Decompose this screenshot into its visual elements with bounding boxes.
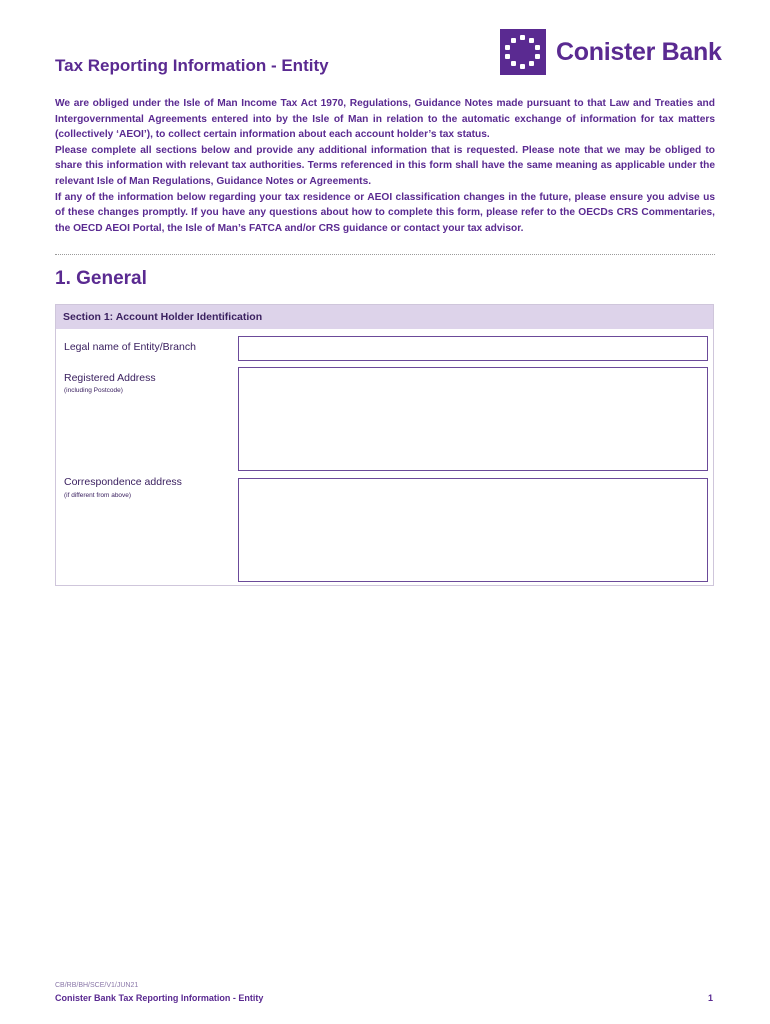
registered-address-label: Registered Address	[64, 372, 156, 384]
brand-name: Conister Bank	[556, 37, 722, 66]
document-title: Tax Reporting Information - Entity	[55, 56, 329, 75]
legal-name-label: Legal name of Entity/Branch	[64, 341, 196, 353]
footer-code: CB/RB/BH/SCE/V1/JUN21	[55, 982, 139, 989]
registered-address-note: (including Postcode)	[64, 387, 123, 394]
section-account-holder	[55, 304, 714, 586]
footer-title: Conister Bank Tax Reporting Information - Entity	[55, 993, 264, 1003]
page-number: 1	[708, 993, 714, 1003]
section-title: Section 1: Account Holder Identification	[56, 305, 713, 329]
brand-logo	[500, 29, 722, 75]
divider	[55, 254, 715, 255]
correspondence-address-note: (if different from above)	[64, 492, 132, 499]
registered-address-field[interactable]	[238, 367, 708, 471]
correspondence-address-label: Correspondence address	[64, 476, 182, 488]
intro-paragraph: If any of the information below regarding your tax residence or AEOI classification changes in the future, please ensure you advise us of these changes promptly. If you have any questions about how to complete this form, please refer to the OECDs CRS Commentaries, the OECD AEOI Portal, the Isle of Man’s FATCA and/or CRS guidance or contact your tax advisor.	[55, 191, 715, 234]
general-heading: 1. General	[55, 268, 147, 289]
intro-text	[55, 96, 715, 236]
correspondence-address-field[interactable]	[238, 478, 708, 582]
legal-name-field[interactable]	[238, 336, 708, 361]
intro-paragraph: We are obliged under the Isle of Man Income Tax Act 1970, Regulations, Guidance Notes made pursuant to that Law and Treaties and Intergovernmental Agreements entered into by the Isle of Man in relation to the automatic exchange of information for tax matters (collectively ‘AEOI’), to collect certain information about each account holder’s tax status.	[55, 98, 715, 141]
intro-paragraph: Please complete all sections below and provide any additional information that is requested. Please note that we may be obliged to share this information with relevant tax authorities. Terms referenced in this form shall have the same meaning as applicable under the relevant Isle of Man Regulations, Guidance Notes or Agreements.	[55, 144, 715, 187]
conister-star-icon	[500, 29, 546, 75]
